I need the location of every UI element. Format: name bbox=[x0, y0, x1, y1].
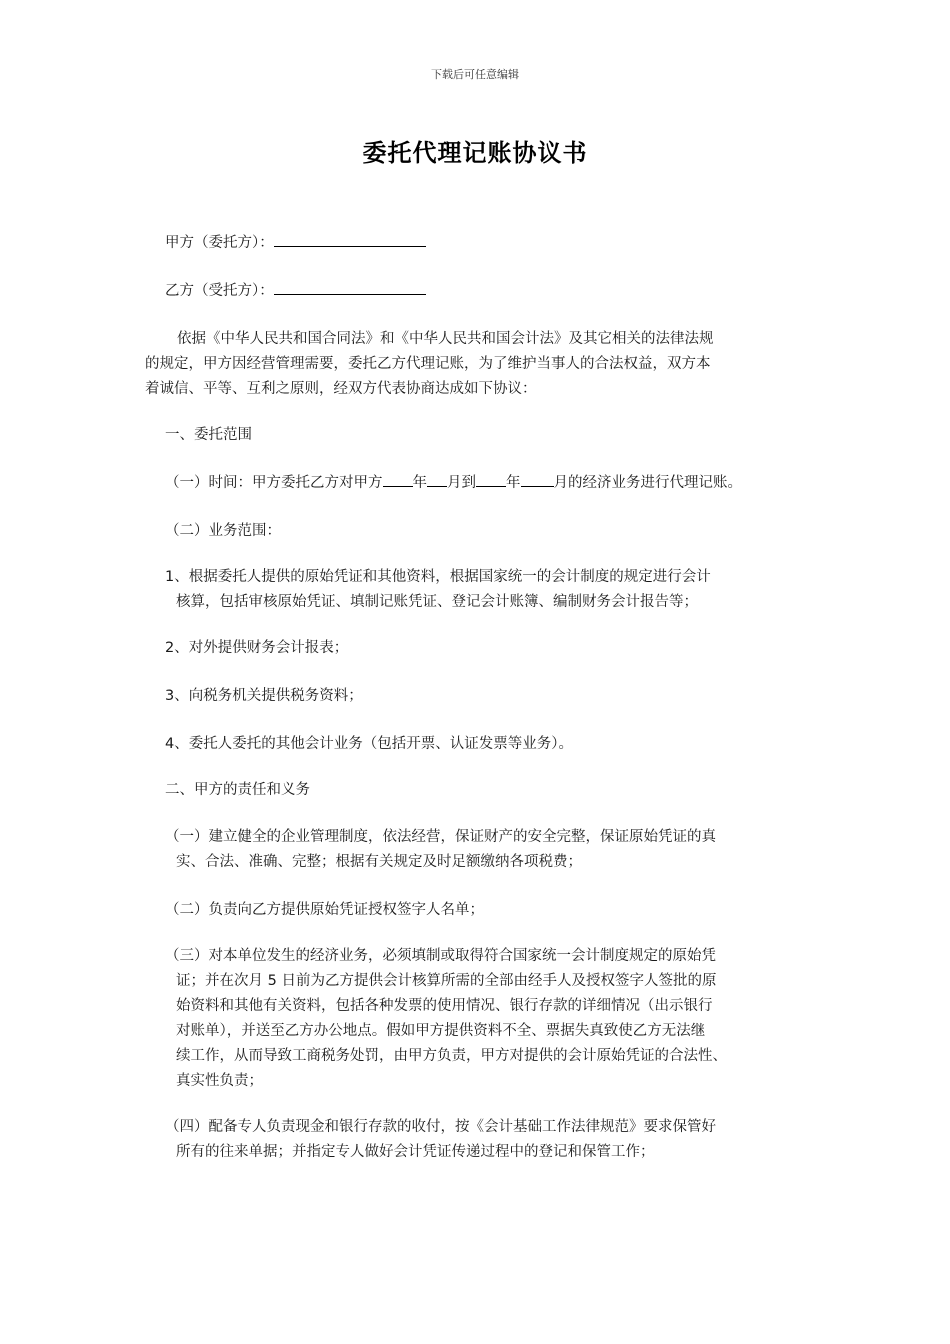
party-b-line bbox=[165, 279, 426, 304]
clause-2-3 bbox=[165, 944, 815, 1094]
party-a-label: 甲方（委托方）： bbox=[165, 235, 274, 251]
intro-paragraph bbox=[145, 327, 815, 402]
clause-line: 续工作，从而导致工商税务处罚，由甲方负责，甲方对提供的会计原始凭证的合法性、 bbox=[176, 1048, 727, 1064]
time-text-5: 月的经济业务进行代理记账。 bbox=[553, 475, 742, 491]
scope-item-2: 2、对外提供财务会计报表； bbox=[165, 640, 349, 656]
scope-item-1-line: 核算，包括审核原始凭证、填制记账凭证、登记会计账簿、编制财务会计报告等； bbox=[176, 594, 698, 610]
page-header: 下载后可任意编辑 bbox=[431, 68, 519, 81]
document-title: 委托代理记账协议书 bbox=[362, 139, 588, 167]
start-month-blank[interactable] bbox=[427, 472, 447, 487]
start-year-blank[interactable] bbox=[383, 472, 413, 487]
clause-line: 实、合法、准确、完整；根据有关规定及时足额缴纳各项税费； bbox=[176, 854, 582, 870]
clause-line: 证；并在次月 5 日前为乙方提供会计核算所需的全部由经手人及授权签字人签批的原 bbox=[176, 973, 717, 989]
clause-line: （三）对本单位发生的经济业务，必须填制或取得符合国家统一会计制度规定的原始凭 bbox=[165, 948, 716, 964]
clause-2-2: （二）负责向乙方提供原始凭证授权签字人名单； bbox=[165, 902, 484, 918]
time-text-2: 年 bbox=[412, 475, 427, 491]
clause-line: 始资料和其他有关资料，包括各种发票的使用情况、银行存款的详细情况（出示银行 bbox=[176, 998, 713, 1014]
section2-heading: 二、甲方的责任和义务 bbox=[165, 782, 310, 798]
scope-item-1 bbox=[165, 565, 815, 615]
clause-line: 真实性负责； bbox=[176, 1073, 263, 1089]
end-month-blank[interactable] bbox=[521, 472, 554, 487]
time-text-1: （一）时间：甲方委托乙方对甲方 bbox=[165, 475, 383, 491]
section1-heading: 一、委托范围 bbox=[165, 427, 252, 443]
scope-heading: （二）业务范围： bbox=[165, 523, 281, 539]
time-text-3: 月到 bbox=[447, 475, 476, 491]
scope-item-3: 3、向税务机关提供税务资料； bbox=[165, 688, 363, 704]
clause-2-1 bbox=[165, 825, 815, 875]
scope-item-4: 4、委托人委托的其他会计业务（包括开票、认证发票等业务）。 bbox=[165, 736, 573, 752]
party-a-line bbox=[165, 231, 426, 256]
party-a-blank[interactable] bbox=[274, 232, 426, 247]
intro-line: 依据《中华人民共和国合同法》和《中华人民共和国会计法》及其它相关的法律法规 bbox=[177, 331, 714, 347]
intro-line: 的规定，甲方因经营管理需要，委托乙方代理记账，为了维护当事人的合法权益，双方本 bbox=[145, 356, 711, 372]
clause-line: 对账单），并送至乙方办公地点。假如甲方提供资料不全、票据失真致使乙方无法继 bbox=[176, 1023, 706, 1039]
party-b-label: 乙方（受托方）： bbox=[165, 283, 274, 299]
clause-2-4 bbox=[165, 1115, 815, 1165]
time-text-4: 年 bbox=[506, 475, 521, 491]
intro-line: 着诚信、平等、互利之原则，经双方代表协商达成如下协议： bbox=[145, 381, 537, 397]
end-year-blank[interactable] bbox=[476, 472, 506, 487]
scope-item-1-line: 1、根据委托人提供的原始凭证和其他资料，根据国家统一的会计制度的规定进行会计 bbox=[165, 569, 711, 585]
party-b-blank[interactable] bbox=[274, 280, 426, 295]
clause-line: （四）配备专人负责现金和银行存款的收付，按《会计基础工作法律规范》要求保管好 bbox=[165, 1119, 716, 1135]
clause-line: （一）建立健全的企业管理制度，依法经营，保证财产的安全完整，保证原始凭证的真 bbox=[165, 829, 716, 845]
time-clause bbox=[165, 471, 742, 496]
clause-line: 所有的往来单据；并指定专人做好会计凭证传递过程中的登记和保管工作； bbox=[176, 1144, 655, 1160]
